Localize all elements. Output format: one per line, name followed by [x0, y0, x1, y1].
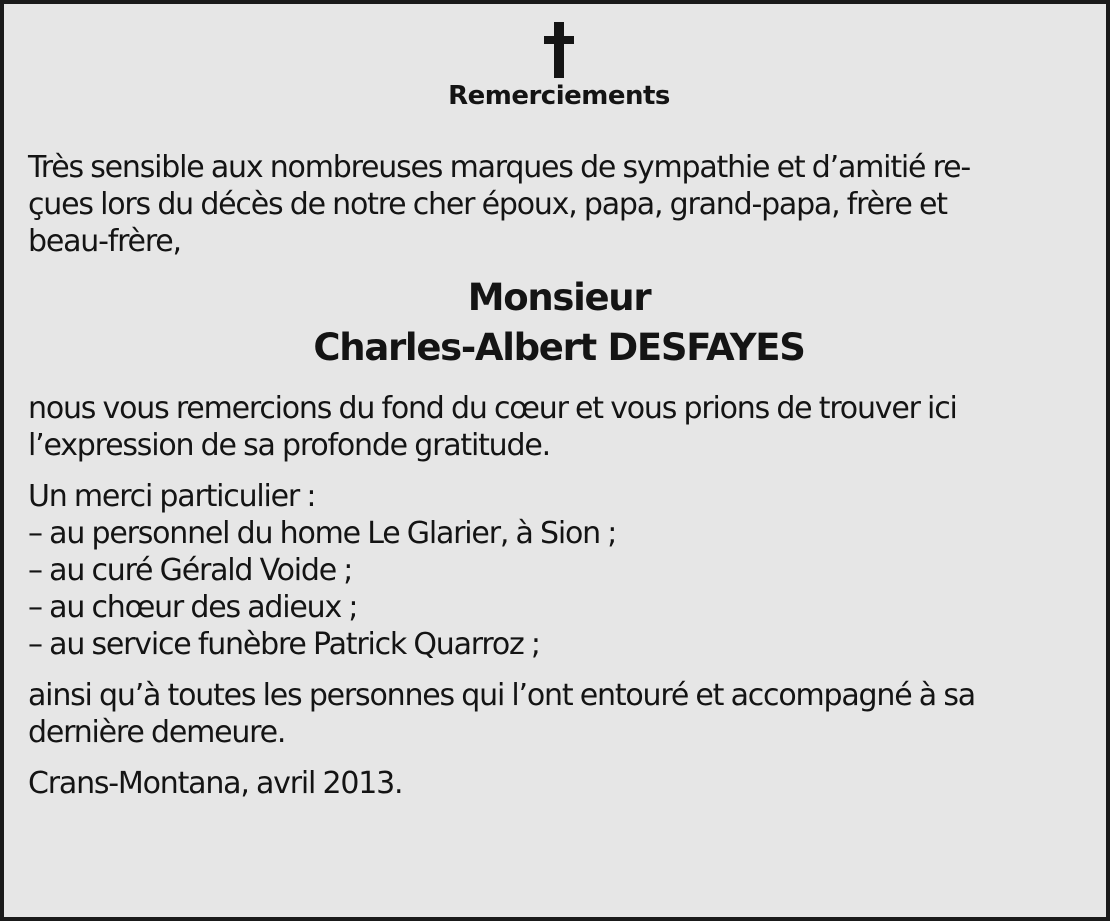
special-thanks-intro: Un merci particulier : [28, 479, 316, 514]
closing-line: dernière demeure. [28, 715, 286, 750]
closing-line: ainsi qu’à toutes les personnes qui l’ont entouré et accompagné à sa [28, 678, 975, 713]
list-item: – au service funèbre Patrick Quarroz ; [28, 627, 540, 662]
thanks-line: nous vous remercions du fond du cœur et vous prions de trouver ici [28, 391, 957, 426]
notice-heading: Remerciements [448, 81, 670, 111]
thanks-paragraph [28, 390, 1090, 464]
notice-content [28, 22, 1090, 802]
thanks-line: l’expression de sa profonde gratitude. [28, 428, 550, 463]
closing-paragraph [28, 677, 1090, 751]
list-item: – au curé Gérald Voide ; [28, 553, 353, 588]
list-item: – au personnel du home Le Glarier, à Sion ; [28, 516, 617, 551]
list-item: – au chœur des adieux ; [28, 590, 358, 625]
place-date: Crans-Montana, avril 2013. [28, 766, 403, 801]
intro-line: çues lors du décès de notre cher époux, papa, grand-papa, frère et [28, 187, 947, 222]
latin-cross-icon [28, 22, 1090, 78]
intro-line: beau-frère, [28, 224, 181, 259]
intro-paragraph [28, 149, 1090, 260]
special-thanks-list [28, 478, 1090, 663]
intro-line: Très sensible aux nombreuses marques de sympathie et d’amitié re- [28, 150, 970, 185]
honorific: Monsieur [467, 276, 651, 319]
deceased-name: Charles-Albert DESFAYES [313, 326, 805, 369]
